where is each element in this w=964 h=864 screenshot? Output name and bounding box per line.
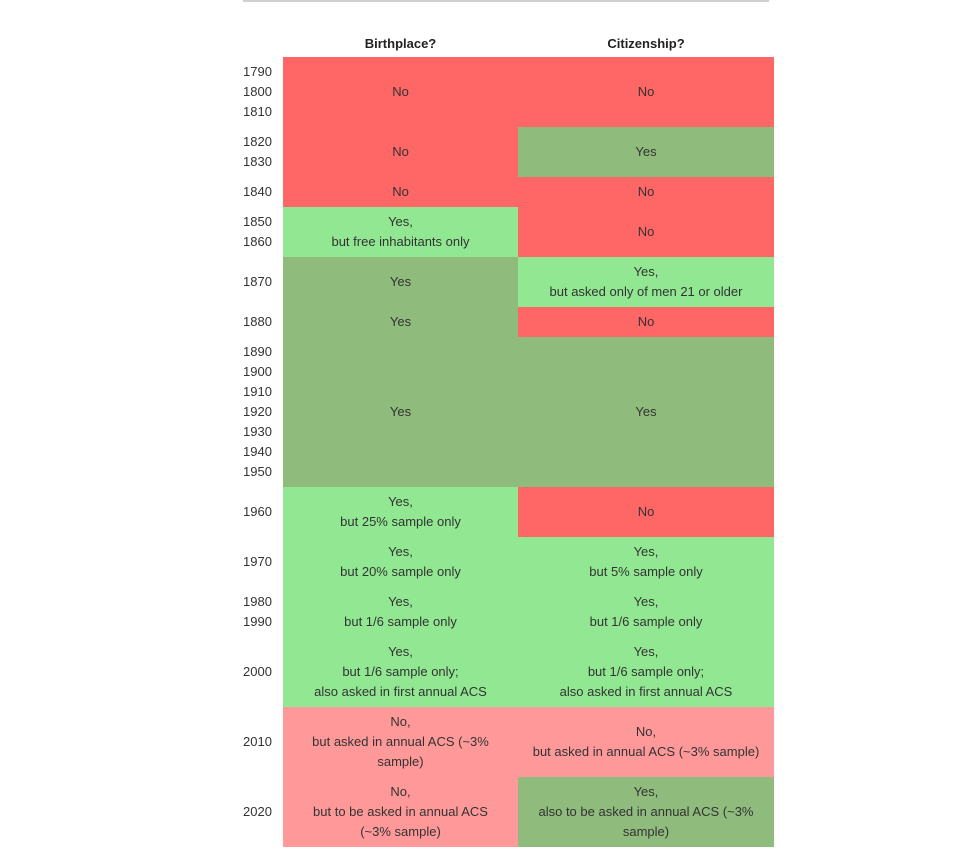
citizenship-cell-text: sample): [622, 824, 670, 839]
year-label: 1810: [243, 104, 272, 119]
birthplace-cell-text: but asked in annual ACS (~3%: [312, 734, 489, 749]
year-label: 1870: [243, 274, 272, 289]
birthplace-cell-text: No: [392, 144, 409, 159]
year-label: 1900: [243, 364, 272, 379]
citizenship-cell: [518, 337, 774, 487]
birthplace-cell-text: Yes: [389, 314, 412, 329]
year-label: 1800: [243, 84, 272, 99]
header-year-corner: [240, 30, 283, 57]
citizenship-cell: [518, 177, 774, 207]
birthplace-cell: [283, 57, 518, 127]
year-label: 1930: [243, 424, 272, 439]
citizenship-cell-text: Yes,: [633, 264, 659, 279]
census-questions-table: [240, 30, 774, 847]
birthplace-cell-text: Yes,: [388, 544, 413, 559]
citizenship-cell-text: No: [637, 504, 655, 519]
citizenship-cell: [518, 127, 774, 177]
year-label: 1820: [243, 134, 272, 149]
citizenship-cell-text: No: [637, 184, 655, 199]
year-label: 1830: [243, 154, 272, 169]
birthplace-cell: [283, 337, 518, 487]
citizenship-cell-text: Yes,: [633, 644, 659, 659]
year-group: [240, 777, 283, 847]
year-group: [240, 127, 283, 177]
year-label: 2020: [243, 804, 272, 819]
birthplace-cell: [283, 777, 518, 847]
birthplace-cell: [283, 637, 518, 707]
year-label: 2000: [243, 664, 272, 679]
birthplace-cell-text: Yes,: [388, 594, 413, 609]
year-label: 1950: [243, 464, 272, 479]
citizenship-cell-text: also asked in first annual ACS: [559, 684, 733, 699]
citizenship-cell: [518, 637, 774, 707]
birthplace-cell: [283, 127, 518, 177]
citizenship-cell-text: No: [637, 84, 655, 99]
year-group: [240, 537, 283, 587]
header-citizenship: Citizenship?: [607, 36, 685, 51]
year-group: [240, 257, 283, 307]
birthplace-cell: [283, 257, 518, 307]
citizenship-cell-text: Yes,: [633, 544, 659, 559]
birthplace-cell: [283, 487, 518, 537]
birthplace-cell: [283, 537, 518, 587]
citizenship-cell-text: No,: [635, 724, 657, 739]
citizenship-cell-text: No: [637, 314, 655, 329]
birthplace-cell-text: Yes: [389, 404, 412, 419]
citizenship-cell: [518, 537, 774, 587]
citizenship-cell-text: but asked only of men 21 or older: [549, 284, 743, 299]
year-group: [240, 587, 283, 637]
birthplace-cell-text: but to be asked in annual ACS: [313, 804, 488, 819]
year-label: 1890: [243, 344, 272, 359]
birthplace-cell-text: but 1/6 sample only: [344, 614, 457, 629]
birthplace-cell-text: (~3% sample): [360, 824, 441, 839]
year-group: [240, 207, 283, 257]
birthplace-cell-text: No,: [390, 784, 411, 799]
citizenship-cell: [518, 57, 774, 127]
birthplace-cell-text: but 20% sample only: [340, 564, 461, 579]
citizenship-cell: [518, 487, 774, 537]
birthplace-cell: [283, 587, 518, 637]
birthplace-cell-text: No: [392, 84, 409, 99]
birthplace-cell-text: sample): [377, 754, 424, 769]
year-group: [240, 177, 283, 207]
year-label: 1850: [243, 214, 272, 229]
citizenship-cell-text: Yes: [635, 404, 657, 419]
citizenship-cell: [518, 307, 774, 337]
citizenship-cell: [518, 207, 774, 257]
birthplace-cell-text: Yes,: [388, 494, 413, 509]
citizenship-cell-text: also to be asked in annual ACS (~3%: [538, 804, 754, 819]
citizenship-cell: [518, 257, 774, 307]
year-label: 1920: [243, 404, 272, 419]
birthplace-cell-text: Yes,: [388, 214, 413, 229]
year-label: 1990: [243, 614, 272, 629]
citizenship-cell-text: but 1/6 sample only: [589, 614, 703, 629]
year-label: 1980: [243, 594, 272, 609]
citizenship-cell: [518, 707, 774, 777]
year-label: 1840: [243, 184, 272, 199]
birthplace-cell-text: No,: [390, 714, 411, 729]
year-label: 1860: [243, 234, 272, 249]
citizenship-cell: [518, 587, 774, 637]
year-label: 1880: [243, 314, 272, 329]
year-label: 1790: [243, 64, 272, 79]
year-label: 1960: [243, 504, 272, 519]
year-label: 2010: [243, 734, 272, 749]
birthplace-cell-text: No: [392, 184, 409, 199]
year-group: [240, 487, 283, 537]
year-group: [240, 337, 283, 487]
citizenship-cell-text: Yes,: [633, 784, 659, 799]
year-label: 1970: [243, 554, 272, 569]
birthplace-cell-text: but 25% sample only: [340, 514, 461, 529]
birthplace-cell: [283, 707, 518, 777]
citizenship-cell-text: but 5% sample only: [589, 564, 703, 579]
citizenship-cell: [518, 777, 774, 847]
top-divider: [243, 0, 769, 2]
birthplace-cell: [283, 177, 518, 207]
birthplace-cell-text: but 1/6 sample only;: [342, 664, 459, 679]
year-group: [240, 637, 283, 707]
birthplace-cell-text: also asked in first annual ACS: [314, 684, 487, 699]
year-label: 1940: [243, 444, 272, 459]
birthplace-cell-text: Yes,: [388, 644, 413, 659]
citizenship-cell-text: but asked in annual ACS (~3% sample): [532, 744, 760, 759]
citizenship-cell-text: Yes,: [633, 594, 659, 609]
birthplace-cell: [283, 207, 518, 257]
birthplace-cell-text: Yes: [389, 274, 412, 289]
citizenship-cell-text: but 1/6 sample only;: [587, 664, 705, 679]
birthplace-cell-text: but free inhabitants only: [331, 234, 470, 249]
year-group: [240, 707, 283, 777]
year-label: 1910: [243, 384, 272, 399]
year-group: [240, 57, 283, 127]
birthplace-cell: [283, 307, 518, 337]
citizenship-cell-text: Yes: [635, 144, 657, 159]
header-birthplace: Birthplace?: [364, 36, 437, 51]
citizenship-cell-text: No: [637, 224, 655, 239]
year-group: [240, 307, 283, 337]
